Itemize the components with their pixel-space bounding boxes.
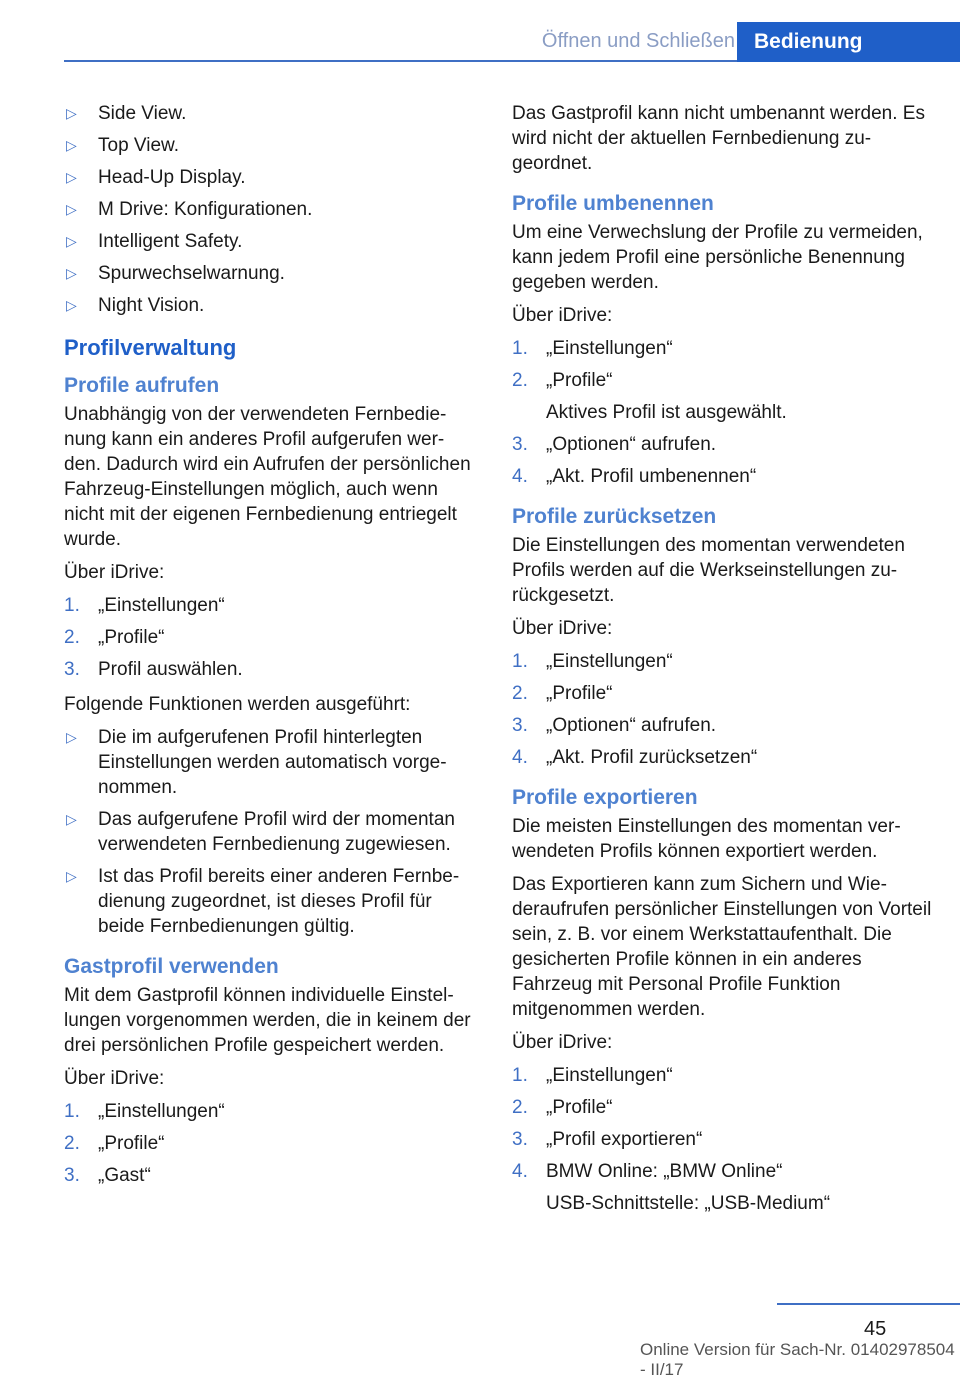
list-item: ▷ Head-Up Display. [66, 167, 246, 188]
list-item: ▷ Night Vision. [66, 295, 205, 316]
list-item: ▷ Ist das Profil bereits einer anderen Fernbedienung zugeordnet, ist dieses Profil für beide Fernbedienungen gültig. [66, 866, 460, 937]
paragraph: Um eine Verwechslung der Profile zu vermeiden, kann jedem Profil eine persönliche Benennung gegeben werden. [512, 222, 923, 293]
paragraph: Die meisten Einstellungen des momentan verwendeten Profils können exportiert werden. [512, 816, 901, 862]
list-item: 3. „Optionen“ aufrufen. [512, 434, 717, 455]
list-item: ▷ Spurwechselwarnung. [66, 263, 285, 284]
paragraph: Über iDrive: [512, 1032, 613, 1053]
step-note: Aktives Profil ist ausgewählt. [546, 402, 787, 423]
triangle-bullet-icon: ▷ [66, 201, 77, 217]
list-item: 4. BMW Online: „BMW Online“ USB-Schnittstelle: „USB-Medium“ [512, 1159, 932, 1216]
heading-profilverwaltung: Profilverwaltung [64, 335, 237, 360]
feature-list [64, 101, 474, 318]
list-item: 1. „Einstellungen“ [512, 338, 673, 359]
right-column [512, 101, 932, 1226]
header-section-title: Öffnen und Schließen [541, 30, 735, 52]
list-item: 3. Profil auswählen. [64, 659, 243, 680]
steps-list [64, 1099, 474, 1188]
list-item: 2. „Profile“ [64, 1133, 165, 1154]
triangle-bullet-icon: ▷ [66, 729, 77, 745]
heading-profile-zuruecksetzen: Profile zurücksetzen [512, 505, 717, 528]
paragraph: Folgende Funktionen werden ausgeführt: [64, 694, 411, 715]
list-item: ▷ M Drive: Konfigurationen. [66, 199, 313, 220]
triangle-bullet-icon: ▷ [66, 137, 77, 153]
paragraph: Die Einstellungen des momentan verwendeten Profils werden auf die Werkseinstellungen zurückgesetzt. [512, 535, 905, 606]
steps-list [512, 1063, 932, 1216]
paragraph: Das Exportieren kann zum Sichern und Wiederaufrufen persönlicher Einstellungen von Vorteil sein, z. B. vor einem Werkstattaufenthalt. Die gesicherten Profile können in ein anderes Fahrzeug mit Personal Profile Funktion mitgenommen werden. [512, 874, 932, 1020]
list-item: 2. „Profile“ Aktives Profil ist ausgewählt. [512, 368, 932, 425]
triangle-bullet-icon: ▷ [66, 297, 77, 313]
list-item: 1. „Einstellungen“ [64, 1101, 225, 1122]
list-item: 2. „Profile“ [64, 627, 165, 648]
header-chapter-tab: Bedienung [737, 22, 960, 62]
list-item: 4. „Akt. Profil umbenennen“ [512, 466, 757, 487]
list-item: ▷ Das aufgerufene Profil wird der momentan verwendeten Fernbedienung zugewiesen. [66, 809, 455, 855]
list-item: 4. „Akt. Profil zurücksetzen“ [512, 747, 758, 768]
list-item: 2. „Profile“ [512, 1097, 613, 1118]
step-note: USB-Schnittstelle: „USB-Medium“ [546, 1193, 831, 1214]
paragraph: Mit dem Gastprofil können individuelle Einstellungen vorgenommen werden, die in keinem der drei persönlichen Profile gespeichert werden. [64, 985, 471, 1056]
triangle-bullet-icon: ▷ [66, 811, 77, 827]
triangle-bullet-icon: ▷ [66, 105, 77, 121]
paragraph: Unabhängig von der verwendeten Fernbedienung kann ein anderes Profil aufgerufen werden. Dadurch wird ein Aufrufen der persönlichen Fahrzeug-Einstellungen möglich, auch wenn nicht mit der eigenen Fernbedienung entriegelt wurde. [64, 404, 471, 550]
triangle-bullet-icon: ▷ [66, 233, 77, 249]
page-number: 45 [864, 1318, 887, 1340]
triangle-bullet-icon: ▷ [66, 265, 77, 281]
list-item: 3. „Gast“ [64, 1165, 151, 1186]
paragraph: Über iDrive: [512, 305, 613, 326]
left-column [64, 101, 474, 1198]
list-item: 2. „Profile“ [512, 683, 613, 704]
list-item: ▷ Die im aufgerufenen Profil hinterlegten Einstellungen werden automatisch vorgenommen. [66, 727, 447, 798]
list-item: 1. „Einstellungen“ [512, 651, 673, 672]
footer-rule [777, 1303, 960, 1305]
heading-profile-aufrufen: Profile aufrufen [64, 374, 220, 397]
list-item: 1. „Einstellungen“ [64, 595, 225, 616]
triangle-bullet-icon: ▷ [66, 169, 77, 185]
list-item: 3. „Optionen“ aufrufen. [512, 715, 717, 736]
list-item: ▷ Side View. [66, 103, 187, 124]
steps-list [64, 593, 474, 682]
list-item: ▷ Top View. [66, 135, 179, 156]
list-item: ▷ Intelligent Safety. [66, 231, 243, 252]
paragraph: Über iDrive: [64, 562, 165, 583]
footer-version-text: Online Version für Sach-Nr. 01402978504 - II/17 [640, 1340, 955, 1379]
paragraph: Über iDrive: [512, 618, 613, 639]
steps-list [512, 649, 932, 770]
paragraph: Das Gastprofil kann nicht umbenannt werden. Es wird nicht der aktuellen Fernbedienung zugeordnet. [512, 103, 925, 174]
paragraph: Über iDrive: [64, 1068, 165, 1089]
steps-list [512, 336, 932, 489]
triangle-bullet-icon: ▷ [66, 868, 77, 884]
heading-gastprofil: Gastprofil verwenden [64, 955, 279, 978]
heading-profile-exportieren: Profile exportieren [512, 786, 698, 809]
list-item: 3. „Profil exportieren“ [512, 1129, 703, 1150]
functions-list [64, 725, 474, 939]
list-item: 1. „Einstellungen“ [512, 1065, 673, 1086]
heading-profile-umbenennen: Profile umbenennen [512, 192, 714, 215]
